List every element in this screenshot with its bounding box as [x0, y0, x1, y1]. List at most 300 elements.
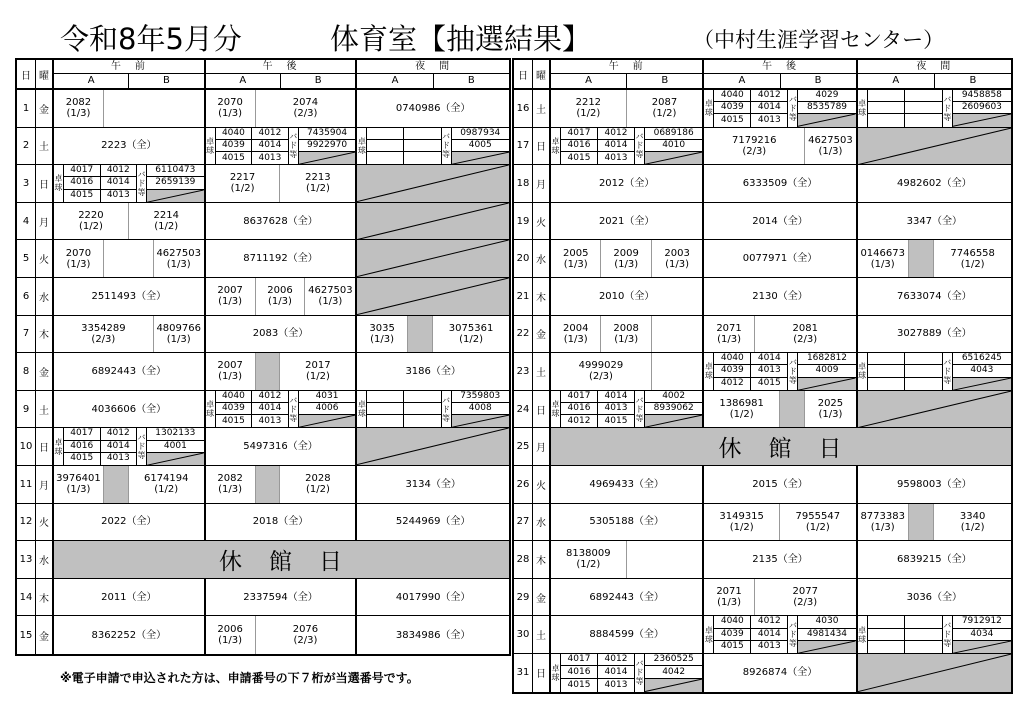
winner-number: 2009 — [613, 247, 639, 259]
table-tennis-number: 4015 — [64, 453, 101, 465]
sports-grid-cell — [54, 428, 204, 465]
table-tennis-label: 卓球 — [704, 616, 714, 653]
winner-number: 3075361 — [448, 322, 494, 334]
share-fraction: (1/2) — [305, 371, 330, 383]
section-pm — [704, 541, 857, 578]
day-of-week: 土 — [36, 128, 54, 165]
winner-number: 3340 — [959, 510, 986, 522]
winner-number: 2006 — [267, 285, 293, 297]
winner-number: 3354289 — [81, 322, 126, 334]
table-tennis-number — [905, 365, 943, 377]
table-tennis-number: 4013 — [101, 190, 138, 202]
table-row — [17, 616, 509, 654]
table-tennis-number: 4040 — [714, 616, 751, 628]
winner-cell — [206, 428, 356, 465]
winner-number: 0146673 — [860, 247, 905, 259]
winner-cell — [551, 203, 702, 240]
badminton-number: 1302133 — [147, 428, 204, 440]
section-am — [54, 466, 206, 503]
table-row — [17, 579, 509, 617]
winner-cell — [551, 466, 702, 503]
winner-cell — [858, 316, 1011, 353]
winner-cell — [551, 504, 702, 541]
winner-number: 2070 — [217, 97, 243, 109]
badminton-number: 8535789 — [798, 102, 855, 114]
section-pm — [206, 278, 358, 315]
section-am — [551, 278, 704, 315]
table-row — [514, 353, 1011, 391]
table-tennis-number: 4012 — [252, 391, 289, 403]
unavailable-slot — [452, 415, 509, 427]
winner-number-full: 8362252（全） — [91, 629, 167, 641]
winner-number: 2213 — [305, 172, 331, 184]
table-row — [17, 541, 509, 579]
day-number: 13 — [17, 541, 36, 578]
section-ev — [858, 654, 1011, 692]
winner-number: 2025 — [817, 398, 844, 410]
winner-cell — [704, 203, 855, 240]
winner-number: 8138009 — [566, 548, 611, 560]
winner-cell — [551, 316, 601, 353]
section-am — [551, 240, 704, 277]
share-fraction: (1/2) — [305, 183, 330, 195]
closed-label: 休 館 日 — [718, 436, 844, 463]
winner-cell — [704, 541, 855, 578]
winner-cell — [280, 165, 355, 202]
table-tennis-number — [868, 114, 906, 126]
winner-number-full: 2021（全） — [598, 215, 655, 227]
badminton-label: バド等 — [943, 616, 953, 653]
table-tennis-number — [868, 616, 906, 628]
sub-header-a: A — [858, 74, 935, 88]
table-tennis-number — [404, 152, 441, 164]
badminton-label: バド等 — [788, 616, 798, 653]
winner-number: 2220 — [78, 210, 104, 222]
share-fraction: (1/3) — [166, 258, 191, 270]
winner-cell — [206, 316, 356, 353]
section-am — [551, 90, 704, 127]
section-am — [551, 616, 704, 653]
share-fraction: (1/3) — [370, 333, 395, 345]
section-pm — [704, 240, 857, 277]
diagonal-line-icon — [858, 654, 1011, 692]
winner-cell — [704, 316, 754, 353]
sports-grid-cell — [54, 165, 204, 202]
section-ev — [858, 203, 1011, 240]
day-of-week: 日 — [533, 128, 551, 165]
sub-headers — [551, 74, 702, 88]
winner-number: 2076 — [292, 624, 319, 636]
section-ev — [357, 165, 509, 202]
winner-number: 2074 — [292, 97, 319, 109]
sports-grid-cell — [858, 353, 1011, 390]
sports-grid-cell — [704, 353, 855, 390]
section-am — [551, 541, 704, 578]
unavailable-slot — [147, 190, 204, 202]
winner-cell — [357, 90, 509, 127]
day-number: 28 — [514, 541, 533, 578]
winner-number-full: 4982602（全） — [897, 177, 972, 189]
sub-headers — [704, 74, 855, 88]
table-tennis-number — [367, 391, 404, 403]
winner-number-full: 4969433（全） — [589, 478, 664, 490]
winner-cell — [357, 579, 509, 616]
unavailable-slot — [645, 679, 702, 692]
table-tennis-label: 卓球 — [54, 165, 64, 202]
table-tennis-number: 4039 — [714, 629, 751, 641]
table-tennis-number — [367, 152, 404, 164]
winner-number: 3976401 — [56, 473, 101, 485]
section-pm — [704, 278, 857, 315]
share-fraction: (1/2) — [154, 484, 179, 496]
day-number: 16 — [514, 90, 533, 127]
table-tennis-number: 4013 — [751, 114, 788, 126]
winner-number: 2003 — [664, 247, 690, 259]
diagonal-line-icon — [645, 152, 702, 164]
section-am — [54, 616, 206, 654]
section-am — [54, 203, 206, 240]
day-number: 17 — [514, 128, 533, 165]
sub-headers — [54, 74, 204, 88]
table-row — [17, 466, 509, 504]
day-number: 30 — [514, 616, 533, 653]
table-tennis-number: 4012 — [101, 165, 138, 177]
table-row — [514, 504, 1011, 542]
winner-cell — [704, 240, 855, 277]
winner-number-full: 3186（全） — [405, 365, 461, 377]
winner-number: 2070 — [65, 247, 92, 259]
table-tennis-number — [868, 378, 906, 390]
winner-cell — [256, 278, 306, 315]
winner-cell — [551, 541, 627, 578]
section-am — [54, 165, 206, 202]
table-tennis-label: 卓球 — [858, 353, 868, 390]
empty-slot — [627, 541, 703, 578]
winner-cell — [206, 579, 356, 616]
diagonal-line-icon — [357, 240, 509, 277]
unavailable-slot — [357, 240, 509, 277]
day-of-week: 月 — [533, 428, 551, 465]
diagonal-line-icon — [357, 428, 509, 465]
diagonal-line-icon — [357, 165, 509, 202]
table-tennis-number: 4015 — [64, 190, 101, 202]
winner-cell — [54, 203, 129, 240]
table-tennis-number — [905, 114, 943, 126]
winner-cell — [206, 165, 281, 202]
winner-number-full: 2337594（全） — [243, 591, 318, 603]
share-fraction: (1/3) — [818, 409, 843, 421]
section-am — [551, 504, 704, 541]
section-ev — [858, 278, 1011, 315]
winner-number: 2007 — [217, 285, 243, 297]
diagonal-line-icon — [299, 415, 356, 427]
share-fraction: (1/2) — [805, 521, 830, 533]
winner-cell — [755, 579, 856, 616]
winner-number-full: 2014（全） — [752, 215, 808, 227]
section-ev — [357, 353, 509, 390]
winner-number-full: 2010（全） — [598, 290, 655, 302]
section-am — [551, 165, 704, 202]
share-fraction: (2/3) — [91, 333, 116, 345]
badminton-label: バド等 — [635, 391, 645, 428]
day-of-week: 金 — [533, 316, 551, 353]
table-tennis-number — [868, 365, 906, 377]
winner-cell — [627, 90, 703, 127]
section-ev — [858, 353, 1011, 390]
table-tennis-number — [905, 616, 943, 628]
day-of-week: 月 — [36, 203, 54, 240]
day-of-week: 木 — [533, 278, 551, 315]
section-ev — [858, 391, 1011, 428]
table-row — [514, 203, 1011, 241]
badminton-number: 6110473 — [147, 165, 204, 177]
badminton-number: 6516245 — [953, 353, 1011, 365]
winner-number-full: 2015（全） — [752, 478, 808, 490]
table-tennis-number: 4039 — [216, 140, 253, 152]
sports-grid-cell — [357, 391, 509, 428]
table-tennis-label: 卓球 — [704, 90, 714, 127]
unavailable-gap — [104, 466, 129, 503]
winner-cell — [357, 504, 509, 541]
winner-cell — [551, 278, 702, 315]
day-of-week: 金 — [533, 579, 551, 616]
table-tennis-number: 4015 — [561, 679, 598, 692]
section-label: 夜 間 — [858, 60, 1011, 74]
page-title-facility: 体育室【抽選結果】 — [330, 22, 592, 56]
section-pm — [704, 504, 857, 541]
badminton-number: 4009 — [798, 365, 855, 377]
table-tennis-number: 4016 — [64, 441, 101, 453]
section-am — [54, 316, 206, 353]
winner-number-full: 4036606（全） — [91, 403, 167, 415]
table-tennis-number: 4013 — [598, 152, 635, 164]
day-number: 21 — [514, 278, 533, 315]
share-fraction: (1/3) — [218, 635, 243, 647]
section-ev — [858, 541, 1011, 578]
table-tennis-label: 卓球 — [357, 128, 367, 165]
section-pm — [206, 428, 358, 465]
header-section-pm — [704, 60, 857, 88]
day-number: 9 — [17, 391, 36, 428]
header-day-of-week: 曜 — [533, 60, 551, 88]
table-tennis-label: 卓球 — [206, 391, 216, 428]
winner-cell — [934, 504, 1011, 541]
table-row — [514, 90, 1011, 128]
diagonal-line-icon — [858, 391, 1011, 428]
empty-slot — [104, 240, 154, 277]
share-fraction: (1/3) — [717, 597, 741, 609]
winner-cell — [54, 616, 204, 654]
diagonal-line-icon — [147, 453, 204, 465]
winner-cell — [433, 316, 509, 353]
winner-cell — [54, 353, 204, 390]
unavailable-slot — [357, 203, 509, 240]
winner-number-full: 2223（全） — [101, 140, 157, 152]
day-number: 14 — [17, 579, 36, 616]
table-row — [514, 541, 1011, 579]
table-tennis-label: 卓球 — [704, 353, 714, 390]
table-tennis-number: 4014 — [598, 391, 635, 403]
unavailable-slot — [798, 641, 855, 653]
unavailable-slot — [953, 378, 1011, 390]
winner-cell — [934, 240, 1011, 277]
section-ev — [357, 391, 509, 428]
table-tennis-number: 4014 — [751, 353, 788, 365]
table-tennis-number: 4012 — [751, 616, 788, 628]
badminton-number: 2659139 — [147, 177, 204, 189]
table-tennis-number: 4013 — [751, 365, 788, 377]
table-row — [514, 391, 1011, 429]
table-tennis-number — [905, 641, 943, 653]
share-fraction: (2/3) — [793, 597, 818, 609]
closed-day-cell — [551, 428, 1011, 465]
winner-cell — [305, 278, 355, 315]
winner-number-full: 2022（全） — [101, 516, 157, 528]
badminton-number: 4008 — [452, 403, 509, 415]
table-row — [17, 316, 509, 354]
share-fraction: (1/2) — [729, 409, 754, 421]
day-of-week: 日 — [36, 165, 54, 202]
sub-header-b: B — [661, 75, 669, 86]
sub-header-a: A — [704, 74, 780, 88]
day-number: 5 — [17, 240, 36, 277]
winner-number: 3149315 — [719, 510, 764, 522]
table-tennis-label: 卓球 — [551, 391, 561, 428]
winner-number-full: 3834986（全） — [395, 629, 471, 641]
winner-cell — [54, 90, 104, 127]
day-of-week: 水 — [36, 278, 54, 315]
section-ev — [357, 203, 509, 240]
winner-number-full: 5497316（全） — [243, 441, 318, 453]
badminton-number: 7912912 — [953, 616, 1011, 628]
winner-cell — [704, 128, 805, 165]
winner-cell — [154, 316, 204, 353]
section-am — [551, 316, 704, 353]
winner-number: 4627503 — [808, 134, 853, 146]
section-pm — [206, 128, 358, 165]
day-number: 31 — [514, 654, 533, 692]
table-tennis-number: 4040 — [216, 391, 253, 403]
winner-cell — [551, 90, 627, 127]
unavailable-slot — [858, 128, 1011, 165]
winner-cell — [858, 466, 1011, 503]
share-fraction: (1/3) — [870, 521, 895, 533]
share-fraction: (1/2) — [78, 221, 103, 233]
table-tennis-number: 4014 — [101, 441, 138, 453]
winner-cell — [54, 504, 204, 541]
section-pm — [704, 203, 857, 240]
winner-number-full: 0740986（全） — [395, 102, 471, 114]
share-fraction: (1/3) — [614, 333, 639, 345]
header-day-of-week: 曜 — [36, 60, 54, 88]
winner-cell — [206, 504, 356, 541]
section-pm — [206, 616, 358, 654]
unavailable-slot — [798, 378, 855, 390]
day-of-week: 水 — [36, 541, 54, 578]
winner-number: 2004 — [562, 322, 589, 334]
winner-cell — [206, 616, 256, 654]
badminton-number: 4010 — [645, 140, 702, 152]
share-fraction: (1/3) — [66, 258, 91, 270]
unavailable-gap — [909, 504, 935, 541]
winner-number-full: 2130（全） — [752, 290, 808, 302]
winner-number-full: 6333509（全） — [742, 177, 818, 189]
winner-cell — [551, 616, 702, 653]
winner-number: 3035 — [369, 322, 395, 334]
day-of-week: 水 — [533, 240, 551, 277]
section-pm — [704, 90, 857, 127]
day-of-week: 火 — [36, 240, 54, 277]
table-tennis-number: 4039 — [714, 365, 751, 377]
unavailable-slot — [798, 114, 855, 126]
table-tennis-number — [868, 353, 906, 365]
sub-header-b: B — [467, 75, 475, 86]
winner-number-full: 2083（全） — [252, 328, 309, 340]
diagonal-line-icon — [645, 415, 702, 427]
table-tennis-number: 4015 — [598, 415, 635, 427]
table-row — [17, 353, 509, 391]
badminton-label: バド等 — [289, 391, 299, 428]
sub-headers — [858, 74, 1011, 88]
table-tennis-number: 4016 — [64, 177, 101, 189]
badminton-number: 8939062 — [645, 403, 702, 415]
table-tennis-number: 4017 — [64, 428, 101, 440]
table-tennis-label: 卓球 — [54, 428, 64, 465]
diagonal-line-icon — [299, 152, 356, 164]
badminton-number: 4981434 — [798, 629, 855, 641]
share-fraction: (1/2) — [576, 559, 601, 571]
winner-cell — [601, 316, 651, 353]
winner-number: 2008 — [613, 322, 639, 334]
winner-number: 2006 — [217, 624, 243, 636]
section-pm — [704, 654, 857, 692]
winner-cell — [54, 128, 204, 165]
section-ev — [357, 466, 509, 503]
section-ev — [858, 240, 1011, 277]
diagonal-line-icon — [798, 641, 855, 653]
table-tennis-number: 4012 — [252, 128, 289, 140]
winner-number: 4809766 — [156, 322, 201, 334]
day-of-week: 金 — [36, 616, 54, 654]
winner-number: 4627503 — [156, 247, 201, 259]
table-tennis-number: 4015 — [216, 152, 253, 164]
day-number: 22 — [514, 316, 533, 353]
winner-cell — [805, 391, 855, 428]
table-tennis-number — [367, 415, 404, 427]
winner-number-full: 9598003（全） — [897, 478, 972, 490]
winner-number: 2071 — [716, 586, 742, 598]
winner-cell — [704, 579, 754, 616]
badminton-label: バド等 — [137, 428, 147, 465]
section-ev — [357, 616, 509, 654]
unavailable-slot — [645, 415, 702, 427]
table-tennis-number — [905, 90, 943, 102]
unavailable-slot — [357, 278, 509, 315]
day-of-week: 木 — [533, 541, 551, 578]
winner-cell — [280, 466, 355, 503]
table-tennis-number: 4040 — [714, 353, 751, 365]
table-row — [514, 278, 1011, 316]
share-fraction: (1/3) — [218, 108, 243, 120]
share-fraction: (1/2) — [154, 221, 179, 233]
section-pm — [704, 616, 857, 653]
badminton-number: 4031 — [299, 391, 356, 403]
lottery-table-days-1-15 — [15, 58, 511, 656]
section-am — [54, 240, 206, 277]
table-tennis-number: 4016 — [561, 140, 598, 152]
section-am — [551, 203, 704, 240]
table-tennis-number: 4015 — [561, 152, 598, 164]
